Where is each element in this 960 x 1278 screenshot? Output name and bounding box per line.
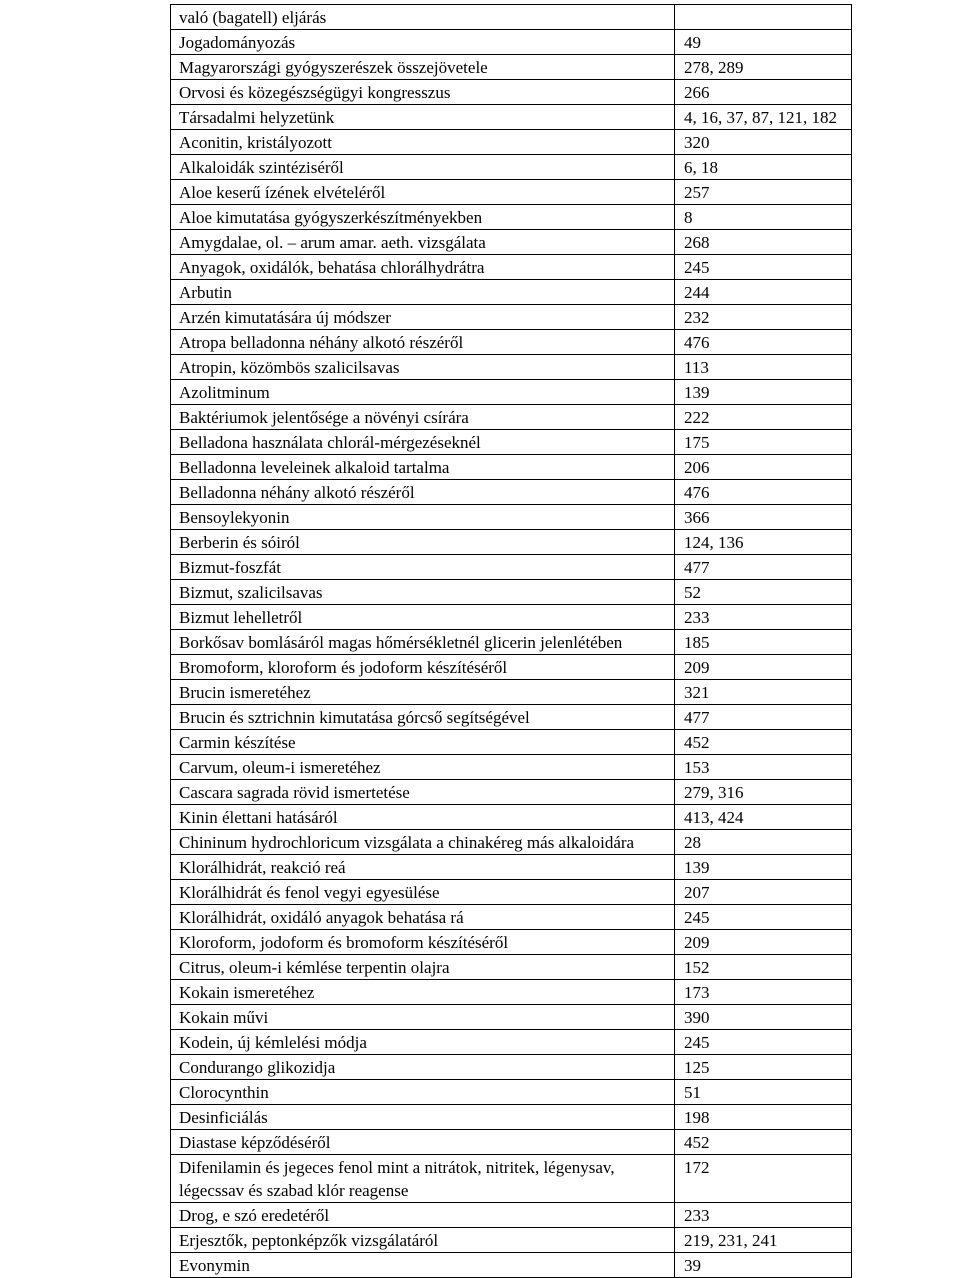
topic-cell: Atropin, közömbös szalicilsavas	[171, 355, 675, 380]
topic-cell: való (bagatell) eljárás	[171, 5, 675, 30]
topic-cell: Jogadományozás	[171, 30, 675, 55]
pages-cell: 452	[675, 730, 852, 755]
table-row	[171, 155, 852, 180]
table-row	[171, 355, 852, 380]
table-row	[171, 455, 852, 480]
pages-cell: 28	[675, 830, 852, 855]
pages-cell: 320	[675, 130, 852, 155]
table-row	[171, 980, 852, 1005]
topic-cell: Aconitin, kristályozott	[171, 130, 675, 155]
table-row	[171, 405, 852, 430]
topic-cell: Bensoylekyonin	[171, 505, 675, 530]
pages-cell: 207	[675, 880, 852, 905]
pages-cell: 39	[675, 1253, 852, 1278]
pages-cell: 233	[675, 1203, 852, 1228]
topic-cell: Desinficiálás	[171, 1105, 675, 1130]
topic-cell: Klorálhidrát, oxidáló anyagok behatása rá	[171, 905, 675, 930]
pages-cell: 52	[675, 580, 852, 605]
pages-cell: 222	[675, 405, 852, 430]
topic-cell: Evonymin	[171, 1253, 675, 1278]
pages-cell: 278, 289	[675, 55, 852, 80]
table-row	[171, 780, 852, 805]
topic-cell: Bizmut, szalicilsavas	[171, 580, 675, 605]
pages-cell: 209	[675, 655, 852, 680]
table-row	[171, 430, 852, 455]
topic-cell: Kloroform, jodoform és bromoform készítéséről	[171, 930, 675, 955]
table-row	[171, 1080, 852, 1105]
topic-cell: Kokain művi	[171, 1005, 675, 1030]
table-row	[171, 680, 852, 705]
table-row	[171, 1130, 852, 1155]
pages-cell: 139	[675, 380, 852, 405]
pages-cell: 266	[675, 80, 852, 105]
pages-cell: 413, 424	[675, 805, 852, 830]
pages-cell: 153	[675, 755, 852, 780]
table-row	[171, 330, 852, 355]
pages-cell: 198	[675, 1105, 852, 1130]
table-row	[171, 930, 852, 955]
topic-cell: Clorocynthin	[171, 1080, 675, 1105]
pages-cell: 476	[675, 330, 852, 355]
topic-cell: Alkaloidák szintéziséről	[171, 155, 675, 180]
table-row	[171, 1203, 852, 1228]
topic-cell: Klorálhidrát és fenol vegyi egyesülése	[171, 880, 675, 905]
table-row	[171, 280, 852, 305]
pages-cell: 279, 316	[675, 780, 852, 805]
topic-cell: Belladona használata chlorál-mérgezéseknél	[171, 430, 675, 455]
topic-cell: Kodein, új kémlelési módja	[171, 1030, 675, 1055]
table-row	[171, 830, 852, 855]
table-row	[171, 580, 852, 605]
topic-cell: Társadalmi helyzetünk	[171, 105, 675, 130]
pages-cell: 125	[675, 1055, 852, 1080]
pages-cell: 209	[675, 930, 852, 955]
pages-cell: 233	[675, 605, 852, 630]
pages-cell: 232	[675, 305, 852, 330]
topic-cell: Orvosi és közegészségügyi kongresszus	[171, 80, 675, 105]
topic-cell: Carvum, oleum-i ismeretéhez	[171, 755, 675, 780]
topic-cell: Chininum hydrochloricum vizsgálata a chinakéreg más alkaloidára	[171, 830, 675, 855]
table-row	[171, 305, 852, 330]
pages-cell: 244	[675, 280, 852, 305]
table-row	[171, 130, 852, 155]
pages-cell: 124, 136	[675, 530, 852, 555]
table-row	[171, 1055, 852, 1080]
topic-cell: Brucin és sztrichnin kimutatása górcső segítségével	[171, 705, 675, 730]
table-row	[171, 530, 852, 555]
topic-cell: Belladonna néhány alkotó részéről	[171, 480, 675, 505]
topic-cell: Magyarországi gyógyszerészek összejövetele	[171, 55, 675, 80]
topic-cell: Baktériumok jelentősége a növényi csírára	[171, 405, 675, 430]
table-row	[171, 605, 852, 630]
topic-cell: Brucin ismeretéhez	[171, 680, 675, 705]
table-row	[171, 705, 852, 730]
topic-cell: Aloe keserű ízének elvételéről	[171, 180, 675, 205]
table-row	[171, 805, 852, 830]
pages-cell: 452	[675, 1130, 852, 1155]
table-row	[171, 955, 852, 980]
pages-cell: 206	[675, 455, 852, 480]
pages-cell: 245	[675, 255, 852, 280]
pages-cell: 4, 16, 37, 87, 121, 182	[675, 105, 852, 130]
topic-cell: Erjesztők, peptonképzők vizsgálatáról	[171, 1228, 675, 1253]
table-row	[171, 480, 852, 505]
topic-cell: Arzén kimutatására új módszer	[171, 305, 675, 330]
topic-cell: Bromoform, kloroform és jodoform készítéséről	[171, 655, 675, 680]
topic-cell: Anyagok, oxidálók, behatása chlorálhydrátra	[171, 255, 675, 280]
pages-cell: 185	[675, 630, 852, 655]
table-row	[171, 855, 852, 880]
pages-cell: 257	[675, 180, 852, 205]
topic-cell: Cascara sagrada rövid ismertetése	[171, 780, 675, 805]
table-row	[171, 1105, 852, 1130]
topic-cell: Difenilamin és jegeces fenol mint a nitrátok, nitritek, légenysav, légecssav és szabad klór reagense	[171, 1155, 675, 1203]
table-row	[171, 1228, 852, 1253]
subject-index-table	[170, 4, 852, 1278]
table-row	[171, 5, 852, 30]
pages-cell: 173	[675, 980, 852, 1005]
pages-cell: 219, 231, 241	[675, 1228, 852, 1253]
pages-cell	[675, 5, 852, 30]
table-row	[171, 30, 852, 55]
table-row	[171, 880, 852, 905]
table-row	[171, 755, 852, 780]
table-row	[171, 255, 852, 280]
table-row	[171, 205, 852, 230]
topic-cell: Azolitminum	[171, 380, 675, 405]
table-row	[171, 630, 852, 655]
pages-cell: 175	[675, 430, 852, 455]
topic-cell: Citrus, oleum-i kémlése terpentin olajra	[171, 955, 675, 980]
topic-cell: Atropa belladonna néhány alkotó részéről	[171, 330, 675, 355]
topic-cell: Amygdalae, ol. – arum amar. aeth. vizsgálata	[171, 230, 675, 255]
topic-cell: Aloe kimutatása gyógyszerkészítményekben	[171, 205, 675, 230]
table-row	[171, 1155, 852, 1203]
pages-cell: 477	[675, 555, 852, 580]
table-row	[171, 55, 852, 80]
table-row	[171, 105, 852, 130]
topic-cell: Bizmut lehelletről	[171, 605, 675, 630]
pages-cell: 152	[675, 955, 852, 980]
topic-cell: Kinin élettani hatásáról	[171, 805, 675, 830]
table-row	[171, 1253, 852, 1278]
topic-cell: Drog, e szó eredetéről	[171, 1203, 675, 1228]
table-row	[171, 180, 852, 205]
pages-cell: 476	[675, 480, 852, 505]
table-row	[171, 1005, 852, 1030]
topic-cell: Bizmut-foszfát	[171, 555, 675, 580]
table-row	[171, 905, 852, 930]
table-row	[171, 505, 852, 530]
topic-cell: Kokain ismeretéhez	[171, 980, 675, 1005]
table-row	[171, 655, 852, 680]
table-row	[171, 555, 852, 580]
pages-cell: 245	[675, 905, 852, 930]
topic-cell: Berberin és sóiról	[171, 530, 675, 555]
pages-cell: 8	[675, 205, 852, 230]
table-row	[171, 80, 852, 105]
topic-cell: Carmin készítése	[171, 730, 675, 755]
pages-cell: 366	[675, 505, 852, 530]
pages-cell: 139	[675, 855, 852, 880]
pages-cell: 51	[675, 1080, 852, 1105]
topic-cell: Diastase képződéséről	[171, 1130, 675, 1155]
pages-cell: 245	[675, 1030, 852, 1055]
table-row	[171, 1030, 852, 1055]
pages-cell: 172	[675, 1155, 852, 1203]
pages-cell: 390	[675, 1005, 852, 1030]
pages-cell: 321	[675, 680, 852, 705]
topic-cell: Belladonna leveleinek alkaloid tartalma	[171, 455, 675, 480]
pages-cell: 6, 18	[675, 155, 852, 180]
topic-cell: Arbutin	[171, 280, 675, 305]
pages-cell: 113	[675, 355, 852, 380]
pages-cell: 477	[675, 705, 852, 730]
table-row	[171, 730, 852, 755]
topic-cell: Klorálhidrát, reakció reá	[171, 855, 675, 880]
table-row	[171, 230, 852, 255]
topic-cell: Borkősav bomlásáról magas hőmérsékletnél glicerin jelenlétében	[171, 630, 675, 655]
pages-cell: 268	[675, 230, 852, 255]
pages-cell: 49	[675, 30, 852, 55]
table-row	[171, 380, 852, 405]
topic-cell: Condurango glikozidja	[171, 1055, 675, 1080]
